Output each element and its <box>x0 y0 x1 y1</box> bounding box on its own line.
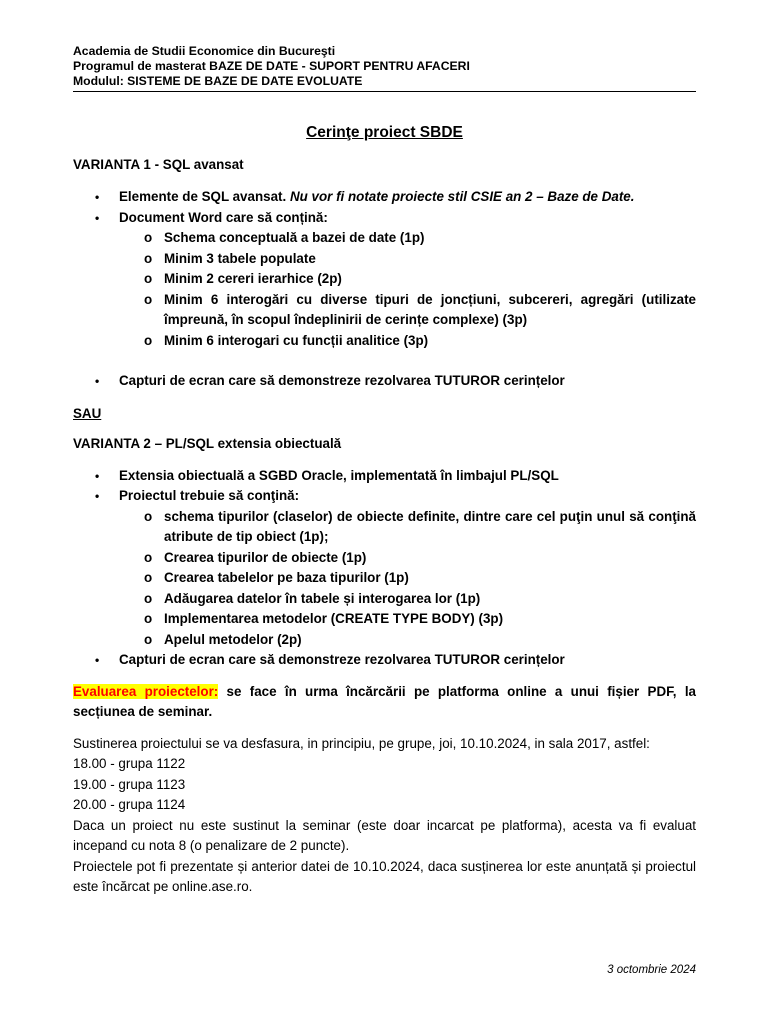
sub-list-item: o Crearea tipurilor de obiecte (1p) <box>73 548 696 569</box>
bullet-icon: • <box>95 468 100 483</box>
sub-list-item: o Minim 6 interogări cu diverse tipuri de joncțiuni, subcereri, agregări (utilizate împreună, în scopul îndeplinirii de cerințe complexe) (3p) <box>144 291 696 327</box>
sub-list-item: o schema tipurilor (claselor) de obiecte definite, dintre care cel puţin unul să conţină atribute de tip obiect (1p); <box>144 508 696 544</box>
header-program: Programul de masterat BAZE DE DATE - SUPORT PENTRU AFACERI <box>73 59 470 73</box>
header-divider <box>73 91 696 92</box>
list-item: • Capturi de ecran care să demonstreze rezolvarea TUTUROR cerințelor <box>73 650 696 671</box>
sub-bullet-icon: o <box>144 590 153 606</box>
list-item: • Proiectul trebuie să conţină: o schema tipurilor (claselor) de obiecte definite, dintre care cel puţin unul să conţină atribute de tip obiect (1p); o Crearea tipurilor de obiecte (1p) o Crearea tabelelor pe baza tipurilor (1p) o Adăugarea datelor în tabele și interogarea lor (1p) o Implementarea metodelor (CREATE TYPE BODY) (3p) o Apelul metodelor (2p) <box>73 486 696 650</box>
document-header <box>73 44 696 89</box>
variant1-heading: VARIANTA 1 - SQL avansat <box>73 157 244 172</box>
sub-list-item: o Implementarea metodelor (CREATE TYPE BODY) (3p) <box>73 609 696 630</box>
evaluation-paragraph: Evaluarea proiectelor: se face în urma încărcării pe platforma online a unui fișier PDF, la secțiunea de seminar. <box>73 683 696 719</box>
sub-list-item: o Apelul metodelor (2p) <box>73 630 696 651</box>
header-institution: Academia de Studii Economice din Bucureşti <box>73 44 336 58</box>
slot-line: 19.00 - grupa 1123 <box>73 776 186 792</box>
presentation-section <box>73 734 696 898</box>
sub-bullet-icon: o <box>144 271 153 286</box>
sub-bullet-icon: o <box>144 230 153 245</box>
sub-list-item: o Adăugarea datelor în tabele și interogarea lor (1p) <box>73 589 696 610</box>
list-item: • Extensia obiectuală a SGBD Oracle, implementată în limbajul PL/SQL <box>73 466 696 487</box>
or-label: SAU <box>73 405 102 421</box>
bullet-icon: • <box>95 374 100 388</box>
sub-list-item: o Minim 2 cereri ierarhice (2p) <box>73 269 696 290</box>
sub-bullet-icon: o <box>144 611 153 626</box>
bullet-icon: • <box>95 210 100 225</box>
bullet-icon: • <box>95 653 100 667</box>
bullet-icon: • <box>95 489 100 503</box>
sub-bullet-icon: o <box>144 508 153 524</box>
list-item: • Capturi de ecran care să demonstreze rezolvarea TUTUROR cerințelor <box>73 371 696 392</box>
penalty-text: Daca un proiect nu este sustinut la seminar (este doar incarcat pe platforma), acesta va fi evaluat incepand cu nota 8 (o penalizare de 2 puncte). <box>73 817 696 853</box>
header-module: Modulul: SISTEME DE BAZE DE DATE EVOLUATE <box>73 74 363 88</box>
page-title: Cerinţe proiect SBDE <box>306 124 463 141</box>
early-presentation-text: Proiectele pot fi prezentate și anterior datei de 10.10.2024, daca susținerea lor este anunțată și proiectul este încărcat pe online.ase.ro. <box>73 858 696 894</box>
sub-bullet-icon: o <box>144 250 153 266</box>
document-page <box>73 44 696 898</box>
sub-bullet-icon: o <box>144 549 153 565</box>
sub-list-item: o Minim 6 interogari cu funcții analitice (3p) <box>73 331 696 352</box>
variant2-list <box>73 466 696 671</box>
variant1-sublist <box>119 228 696 351</box>
sub-bullet-icon: o <box>144 631 153 647</box>
sub-list-item: o Minim 3 tabele populate <box>73 249 696 270</box>
presentation-intro: Sustinerea proiectului se va desfasura, in principiu, pe grupe, joi, 10.10.2024, in sala 2017, astfel: <box>73 735 650 751</box>
sub-bullet-icon: o <box>144 291 153 307</box>
slot-line: 18.00 - grupa 1122 <box>73 756 186 771</box>
sub-list-item: o Crearea tabelelor pe baza tipurilor (1p) <box>73 568 696 589</box>
evaluation-highlight: Evaluarea proiectelor: <box>73 683 219 699</box>
sub-bullet-icon: o <box>144 332 153 348</box>
sub-list-item: o Schema conceptuală a bazei de date (1p) <box>73 228 696 249</box>
slot-line: 20.00 - grupa 1124 <box>73 797 186 812</box>
bullet-icon: • <box>95 190 100 204</box>
sub-bullet-icon: o <box>144 570 153 585</box>
variant2-sublist <box>119 507 696 651</box>
document-date: 3 octombrie 2024 <box>607 964 696 976</box>
list-item: • Elemente de SQL avansat. Nu vor fi notate proiecte stil CSIE an 2 – Baze de Date. <box>73 187 696 208</box>
variant1-list <box>73 187 696 392</box>
list-item: • Document Word care să conțină: o Schema conceptuală a bazei de date (1p) o Minim 3 tabele populate o Minim 2 cereri ierarhice (2p) o Minim 6 interogări cu diverse tipuri de joncțiuni, subcereri, agregări (utilizate împreună, în scopul îndeplinirii de cerințe complexe) (3p) o Minim 6 interogari cu funcții analitice (3p) <box>73 208 696 352</box>
variant2-heading: VARIANTA 2 – PL/SQL extensia obiectuală <box>73 435 342 451</box>
